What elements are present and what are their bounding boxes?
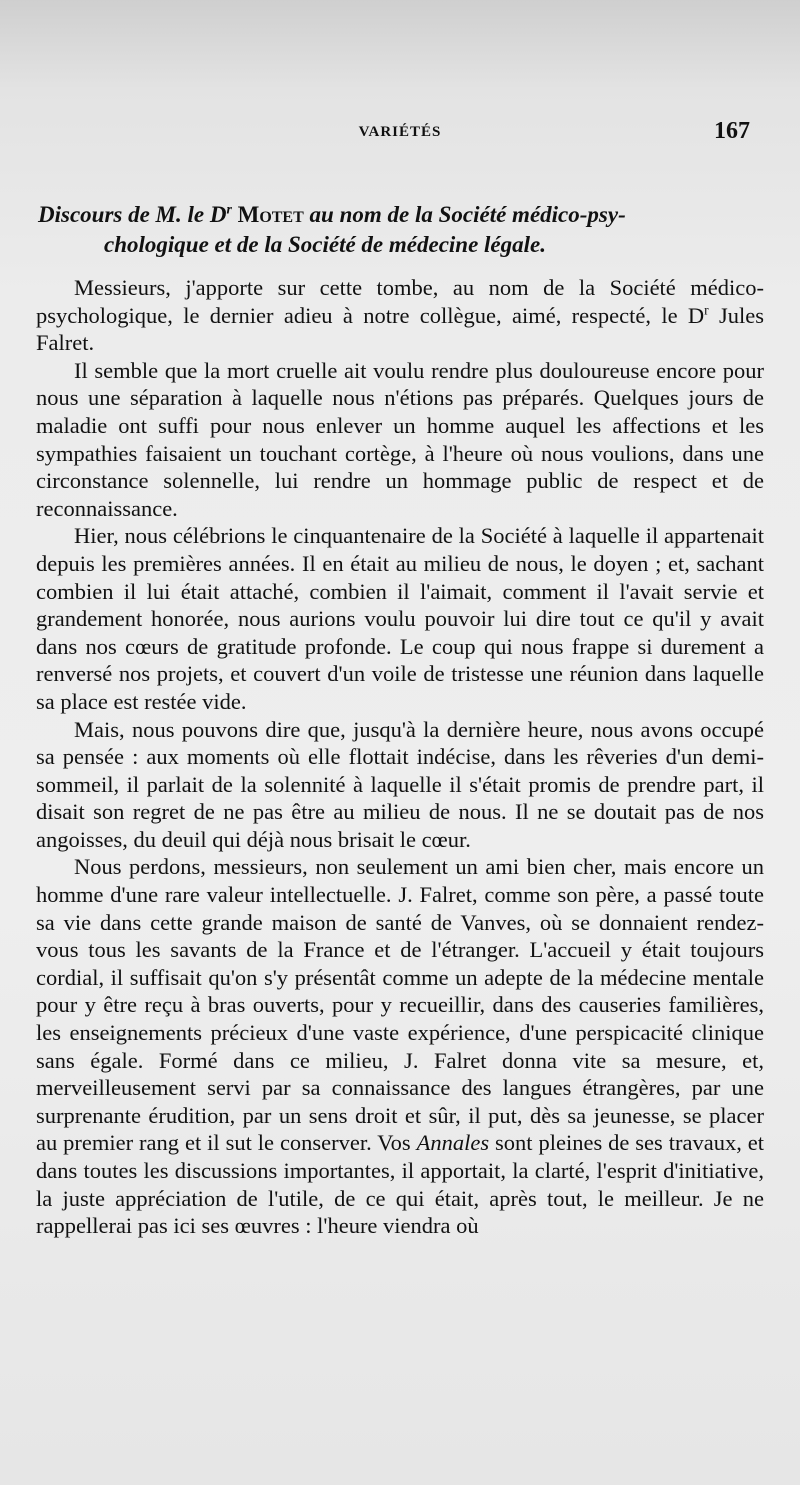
paragraph-2: Il semble que la mort cruelle ait voulu rendre plus douloureuse encore pour nous une séparation à laquelle nous n'étions pas préparés. Quelques jours de maladie ont suffi pour nous enlever un homme auquel les affections et les sympathies faisaient un touchant cortège, à l'heure où nous voulions, dans une circonstance solennelle, lui rendre un hommage public de respect et de reconnaissance. — [36, 357, 764, 521]
paragraph-5-text-b: sont pleines de ses travaux, et dans toutes les discussions importantes, il apportait, la clarté, l'esprit d'initiative, la juste appréciation de l'utile, de ce qui était, après tout, le meilleur. Je ne rappellerai pas ici ses œuvres : l'heure viendra où — [36, 1130, 764, 1239]
paragraph-1 — [36, 274, 764, 357]
discourse-title — [38, 200, 762, 260]
paragraph-5-text-a: Nous perdons, messieurs, non seulement un ami bien cher, mais encore un homme d'une rare valeur intellectuelle. J. Falret, comme son père, a passé toute sa vie dans cette grande maison de santé de Vanves, où se donnaient rendez-vous tous les savants de la France et de l'étranger. L'accueil y était toujours cordial, il suffisait qu'on s'y présentât comme un adepte de la médecine mentale pour y être reçu à bras ouverts, pour y recueillir, dans des causeries familières, les enseignements précieux d'une vaste expérience, d'une perspicacité clinique sans égale. Formé dans ce milieu, J. Falret donna vite sa mesure, et, merveilleusement servi par sa connaissance des langues étrangères, par une surprenante érudition, par un sens droit et sûr, il put, dès sa jeunesse, se placer au premier rang et il sut le conserver. Vos — [36, 854, 764, 1156]
title-line-1 — [38, 200, 762, 230]
paragraph-5 — [36, 853, 764, 1239]
section-title: VARIÉTÉS — [358, 124, 442, 140]
paragraph-1-text-a: Messieurs, j'apporte sur cette tombe, au nom de la Société médico-psychologique, le dernier adieu à notre collègue, aimé, respecté, le D — [36, 275, 764, 328]
paragraph-1-text-b: Jules Falret. — [36, 302, 764, 356]
running-header — [0, 118, 800, 150]
title-line-2: chologique et de la Société de médecine légale. — [104, 232, 546, 257]
page-number: 167 — [714, 118, 750, 144]
paragraph-5-italic: Annales — [416, 1130, 490, 1156]
paragraph-1-superscript: r — [704, 302, 709, 318]
title-text-a: Discours de M. le D — [38, 202, 227, 227]
title-speaker-name: Motet — [237, 202, 304, 227]
body-text — [36, 274, 764, 1240]
paragraph-4: Mais, nous pouvons dire que, jusqu'à la dernière heure, nous avons occupé sa pensée : aux moments où elle flottait indécise, dans les rêveries d'un demi-sommeil, il parlait de la solennité à laquelle il s'était promis de prendre part, il disait son regret de ne pas être au milieu de nous. Il ne se doutait pas de nos angoisses, du deuil qui déjà nous brisait le cœur. — [36, 716, 764, 852]
title-text-b: au nom de la Société médico-psy- — [303, 202, 626, 227]
title-superscript: r — [226, 201, 232, 217]
paragraph-3: Hier, nous célébrions le cinquantenaire de la Société à laquelle il appartenait depuis les premières années. Il en était au milieu de nous, le doyen ; et, sachant combien il lui était attaché, combien il l'aimait, comment il l'avait servie et grandement honorée, nous aurions voulu pouvoir lui dire tout ce qu'il y avait dans nos cœurs de gratitude profonde. Le coup qui nous frappe si durement a renversé nos projets, et couvert d'un voile de tristesse une réunion dans laquelle sa place est restée vide. — [36, 523, 764, 714]
